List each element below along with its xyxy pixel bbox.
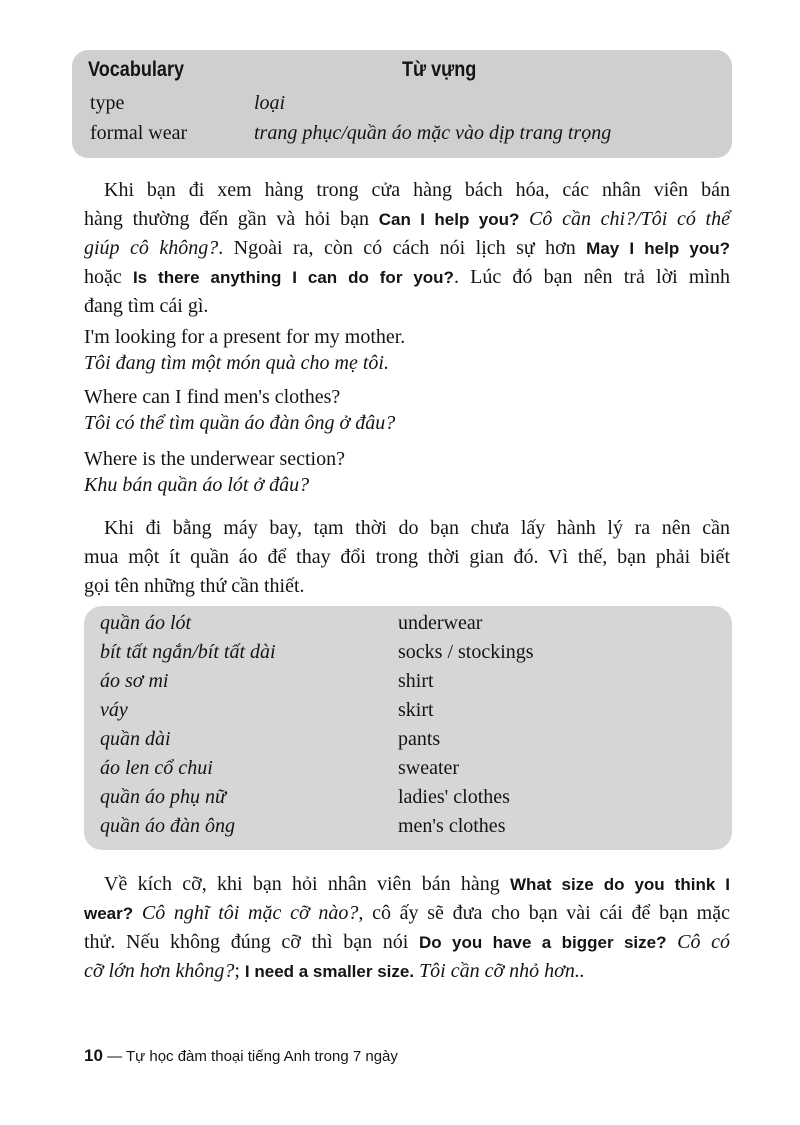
- phrase-vi: Tôi cần cỡ nhỏ hơn..: [414, 960, 585, 982]
- clothes-vi: áo sơ mi: [100, 670, 169, 692]
- example-sentence: [84, 446, 345, 498]
- clothes-en: men's clothes: [398, 815, 506, 837]
- book-title: — Tự học đàm thoại tiếng Anh trong 7 ngày: [107, 1048, 398, 1065]
- example-en: I'm looking for a present for my mother.: [84, 326, 406, 348]
- text-line: gọi tên những thứ cần thiết.: [84, 575, 305, 597]
- paragraph-shopping-intro: [84, 176, 730, 321]
- clothes-vi: áo len cổ chui: [100, 757, 213, 779]
- example-en: Where can I find men's clothes?: [84, 386, 341, 408]
- phrase-vi: Cô cần chi?/Tôi có thể: [519, 208, 730, 230]
- text-line: Về kích cỡ, khi bạn hỏi nhân viên bán hàng What size do you think I: [104, 873, 731, 895]
- text-line: Khi đi bằng máy bay, tạm thời do bạn chưa lấy hành lý ra nên cần: [104, 517, 730, 539]
- clothes-vi: váy: [100, 699, 128, 721]
- clothes-vi: quần dài: [100, 728, 171, 750]
- phrase-en: Is there anything I can do for you?: [132, 268, 454, 287]
- vocab-term-vi: loại: [254, 92, 286, 114]
- clothes-en: ladies' clothes: [398, 786, 510, 808]
- vocabulary-heading-en: Vocabulary: [88, 58, 185, 81]
- clothes-en: sweater: [398, 757, 460, 779]
- clothes-vi: quần áo đàn ông: [100, 815, 235, 837]
- text-line: Khi bạn đi xem hàng trong cửa hàng bách hóa, các nhân viên bán: [104, 179, 730, 201]
- vocab-term-vi: trang phục/quần áo mặc vào dịp trang trọng: [254, 122, 612, 144]
- phrase-vi: Cô có: [666, 931, 731, 953]
- text-line: hàng thường đến gần và hỏi bạn Can I help you? Cô cần chi?/Tôi có thể: [84, 208, 730, 230]
- example-vi: Khu bán quần áo lót ở đâu?: [84, 474, 310, 496]
- phrase-en: What size do you think I: [510, 875, 731, 894]
- phrase-vi: giúp cô không?: [84, 237, 219, 259]
- example-sentence: [84, 324, 405, 376]
- text-line: cỡ lớn hơn không?; I need a smaller size. Tôi cần cỡ nhỏ hơn..: [84, 960, 585, 982]
- clothes-en: socks / stockings: [398, 641, 534, 663]
- clothes-en: pants: [398, 728, 441, 750]
- example-vi: Tôi có thể tìm quần áo đàn ông ở đâu?: [84, 412, 396, 434]
- paragraph-sizes: [84, 870, 730, 986]
- phrase-vi: Cô nghĩ tôi mặc cỡ nào?: [133, 902, 359, 924]
- phrase-en: wear?: [84, 904, 134, 923]
- phrase-vi: cỡ lớn hơn không?: [84, 960, 235, 982]
- example-en: Where is the underwear section?: [84, 448, 345, 470]
- text-line: thử. Nếu không đúng cỡ thì bạn nói Do you have a bigger size? Cô có: [84, 931, 731, 953]
- vocab-term-en: formal wear: [90, 122, 188, 144]
- text-line: wear? Cô nghĩ tôi mặc cỡ nào?, cô ấy sẽ đưa cho bạn vài cái để bạn mặc: [84, 902, 730, 924]
- phrase-en: May I help you?: [586, 239, 730, 258]
- clothes-en: skirt: [398, 699, 434, 721]
- text-line: giúp cô không?. Ngoài ra, còn có cách nói lịch sự hơn May I help you?: [84, 237, 730, 259]
- phrase-en: Can I help you?: [378, 210, 520, 229]
- clothes-vi: quần áo lót: [100, 612, 192, 634]
- clothes-vi: quần áo phụ nữ: [100, 786, 226, 808]
- page-number: 10: [84, 1046, 103, 1065]
- clothes-en: underwear: [398, 612, 483, 634]
- text-line: mua một ít quần áo để thay đổi trong thời gian đó. Vì thế, bạn phải biết: [84, 546, 730, 568]
- vocab-term-en: type: [90, 92, 125, 114]
- phrase-en: Do you have a bigger size?: [419, 933, 667, 952]
- clothes-vocabulary-box: [84, 606, 732, 850]
- phrase-en: I need a smaller size.: [244, 962, 415, 981]
- vocabulary-box: [72, 50, 732, 158]
- example-vi: Tôi đang tìm một món quà cho mẹ tôi.: [84, 352, 389, 374]
- clothes-vi: bít tất ngắn/bít tất dài: [100, 641, 276, 663]
- page-footer: [84, 1046, 398, 1066]
- text-line: hoặc Is there anything I can do for you?. Lúc đó bạn nên trả lời mình: [84, 266, 730, 288]
- example-sentence: [84, 384, 395, 436]
- text-line: đang tìm cái gì.: [84, 295, 209, 317]
- clothes-en: shirt: [398, 670, 434, 692]
- paragraph-airplane: [84, 514, 730, 601]
- vocabulary-heading-vi: Từ vựng: [402, 58, 477, 81]
